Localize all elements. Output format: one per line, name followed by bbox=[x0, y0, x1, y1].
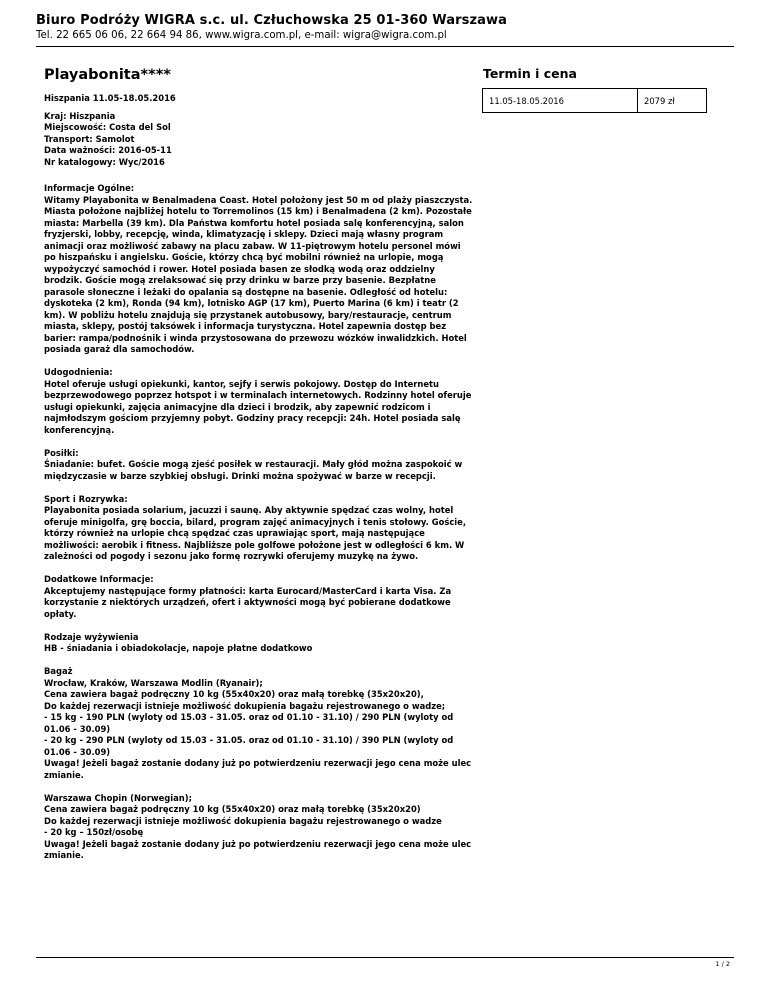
price-box-title: Termin i cena bbox=[483, 66, 577, 81]
section-text: Warszawa Chopin (Norwegian); Cena zawiera bagaż podręczny 10 kg (55x40x20) oraz małą torebkę (35x20x20) Do każdej rezerwacji istnieje możliwość dokupienia bagażu rejestrowanego o wadze - 20 kg – 150zł/osobę Uwaga! Jeżeli bagaż zostanie dodany już po potwierdzeniu rezerwacji jego cena może ulec zmianie. bbox=[44, 792, 472, 860]
company-name: Biuro Podróży WIGRA s.c. ul. Człuchowska 25 01-360 Warszawa bbox=[36, 13, 507, 28]
section-board-types bbox=[44, 632, 474, 655]
offer-description bbox=[44, 183, 474, 873]
section-text: Dodatkowe Informacje: Akceptujemy następujące formy płatności: karta Eurocard/MasterCard i karta Visa. Za korzystanie z niektórych urządzeń, ofert i aktywności mogą być pobierane dodatkowe opłaty. bbox=[44, 574, 452, 619]
section-text: Posiłki: Śniadanie: bufet. Goście mogą zjeść posiłek w restauracji. Mały głód można zaspokoić w międzyczasie w barze szybkiej obsługi. Drinki można spożywać w barze w recepcji. bbox=[44, 447, 463, 481]
price-value: 2079 zł bbox=[638, 89, 707, 113]
document-header bbox=[36, 12, 736, 43]
section-text: Bagaż Wrocław, Kraków, Warszawa Modlin (Ryanair); Cena zawiera bagaż podręczny 10 kg (55x40x20) oraz małą torebkę (35x20x20), Do każdej rezerwacji istnieje możliwość dokupienia bagażu rejestrowanego o wadze; - 15 kg - 190 PLN (wyloty od 15.03 - 31.05. oraz od 01.10 - 31.10) / 290 PLN (wyloty od 01.06 - 30.09) - 20 kg - 290 PLN (wyloty od 15.03 - 31.05. oraz od 01.10 - 31.10) / 390 PLN (wyloty od 01.06 - 30.09) Uwaga! Jeżeli bagaż zostanie dodany już po potwierdzeniu rezerwacji jego cena może ulec zmianie. bbox=[44, 666, 472, 780]
page-number: 1 / 2 bbox=[715, 960, 730, 968]
section-sport bbox=[44, 494, 474, 563]
section-text: Informacje Ogólne: Witamy Playabonita w Benalmadena Coast. Hotel położony jest 50 m od plaży piaszczysta. Miasta położone najbliżej hotelu to Torremolinos (15 km) i Benalmadena (2 km). Pozostałe miasta: Marbella (39 km). Dla Państwa komfortu hotel posiada salę konferencyjną, salon fryzjerski, lobby, recepcję, winda, klimatyzację i sklepy. Dzieci mają własny program animacji oraz możliwość zabawy na placu zabaw. W 11-piętrowym hotelu personel mówi po hiszpańsku i angielsku. Goście, którzy chcą być mobilni również na urlopie, mogą wypożyczyć samochód i rower. Hotel posiada basen ze słodką wodą oraz oddzielny brodzik. Goście mogą zrelaksować się przy drinku w barze przy basenie. Bezpłatne parasole słoneczne i leżaki do opalania są dostępne na basenie. Odległość od hotelu: dyskoteka (2 km), Ronda (94 km), lotnisko AGP (17 km), Puerto Marina (6 km) i teatr (2 km). W pobliżu hotelu znajdują się przystanek autobusowy, bary/restauracje, centrum miasta, sklepy, postój taksówek i informacja turystyczna. Hotel zapewnia dostęp bez barier: rampa/podnośnik i winda przystosowana do przewozu wózków inwalidzkich. Hotel posiada garaż dla samochodów. bbox=[44, 183, 473, 354]
meta-catalog-number: Nr katalogowy: Wyc/2016 bbox=[44, 156, 165, 167]
offer-title: Playabonita**** bbox=[44, 67, 171, 83]
section-general-info bbox=[44, 183, 474, 356]
section-baggage-norwegian bbox=[44, 793, 474, 862]
offer-meta bbox=[44, 111, 464, 168]
price-table bbox=[482, 88, 707, 113]
footer-divider bbox=[36, 957, 734, 958]
section-amenities bbox=[44, 367, 474, 436]
section-text: Rodzaje wyżywienia HB - śniadania i obiadokolacje, napoje płatne dodatkowo bbox=[44, 631, 313, 653]
offer-subtitle: Hiszpania 11.05-18.05.2016 bbox=[44, 93, 176, 103]
header-divider bbox=[36, 46, 734, 47]
company-contact: Tel. 22 665 06 06, 22 664 94 86, www.wigra.com.pl, e-mail: wigra@wigra.com.pl bbox=[36, 30, 447, 41]
meta-country: Kraj: Hiszpania bbox=[44, 111, 116, 121]
section-text: Udogodnienia: Hotel oferuje usługi opiekunki, kantor, sejfy i serwis pokojowy. Dostęp do Internetu bezprzewodowego poprzez hotspot i w terminalach internetowych. Rodzinny hotel oferuje usługi opiekunki, zajęcia animacyjne dla dzieci i brodzik, aby zapewnić rodzicom i najmłodszym gościom przyjemny pobyt. Godziny pracy recepcji: 24h. Hotel posiada salę konferencyjną. bbox=[44, 367, 472, 435]
meta-location: Miejscowość: Costa del Sol bbox=[44, 122, 171, 133]
section-additional-info bbox=[44, 574, 474, 620]
price-date: 11.05-18.05.2016 bbox=[483, 89, 638, 113]
section-meals bbox=[44, 448, 474, 483]
meta-validity: Data ważności: 2016-05-11 bbox=[44, 145, 172, 156]
section-baggage-ryanair bbox=[44, 666, 474, 781]
meta-transport: Transport: Samolot bbox=[44, 133, 135, 144]
price-row bbox=[483, 89, 707, 113]
section-text: Sport i Rozrywka: Playabonita posiada solarium, jacuzzi i saunę. Aby aktywnie spędzać czas wolny, hotel oferuje minigolfa, grę boccia, bilard, program zajęć animacyjnych i tenis stołowy. Goście, którzy również na urlopie chcą spędzać czas uprawiając sport, mają następujące możliwości: aerobik i fitness. Najbliższe pole golfowe położone jest w odległości 6 km. W zależności od pogody i sezonu jako formę rozrywki oferujemy muzykę na żywo. bbox=[44, 493, 467, 561]
